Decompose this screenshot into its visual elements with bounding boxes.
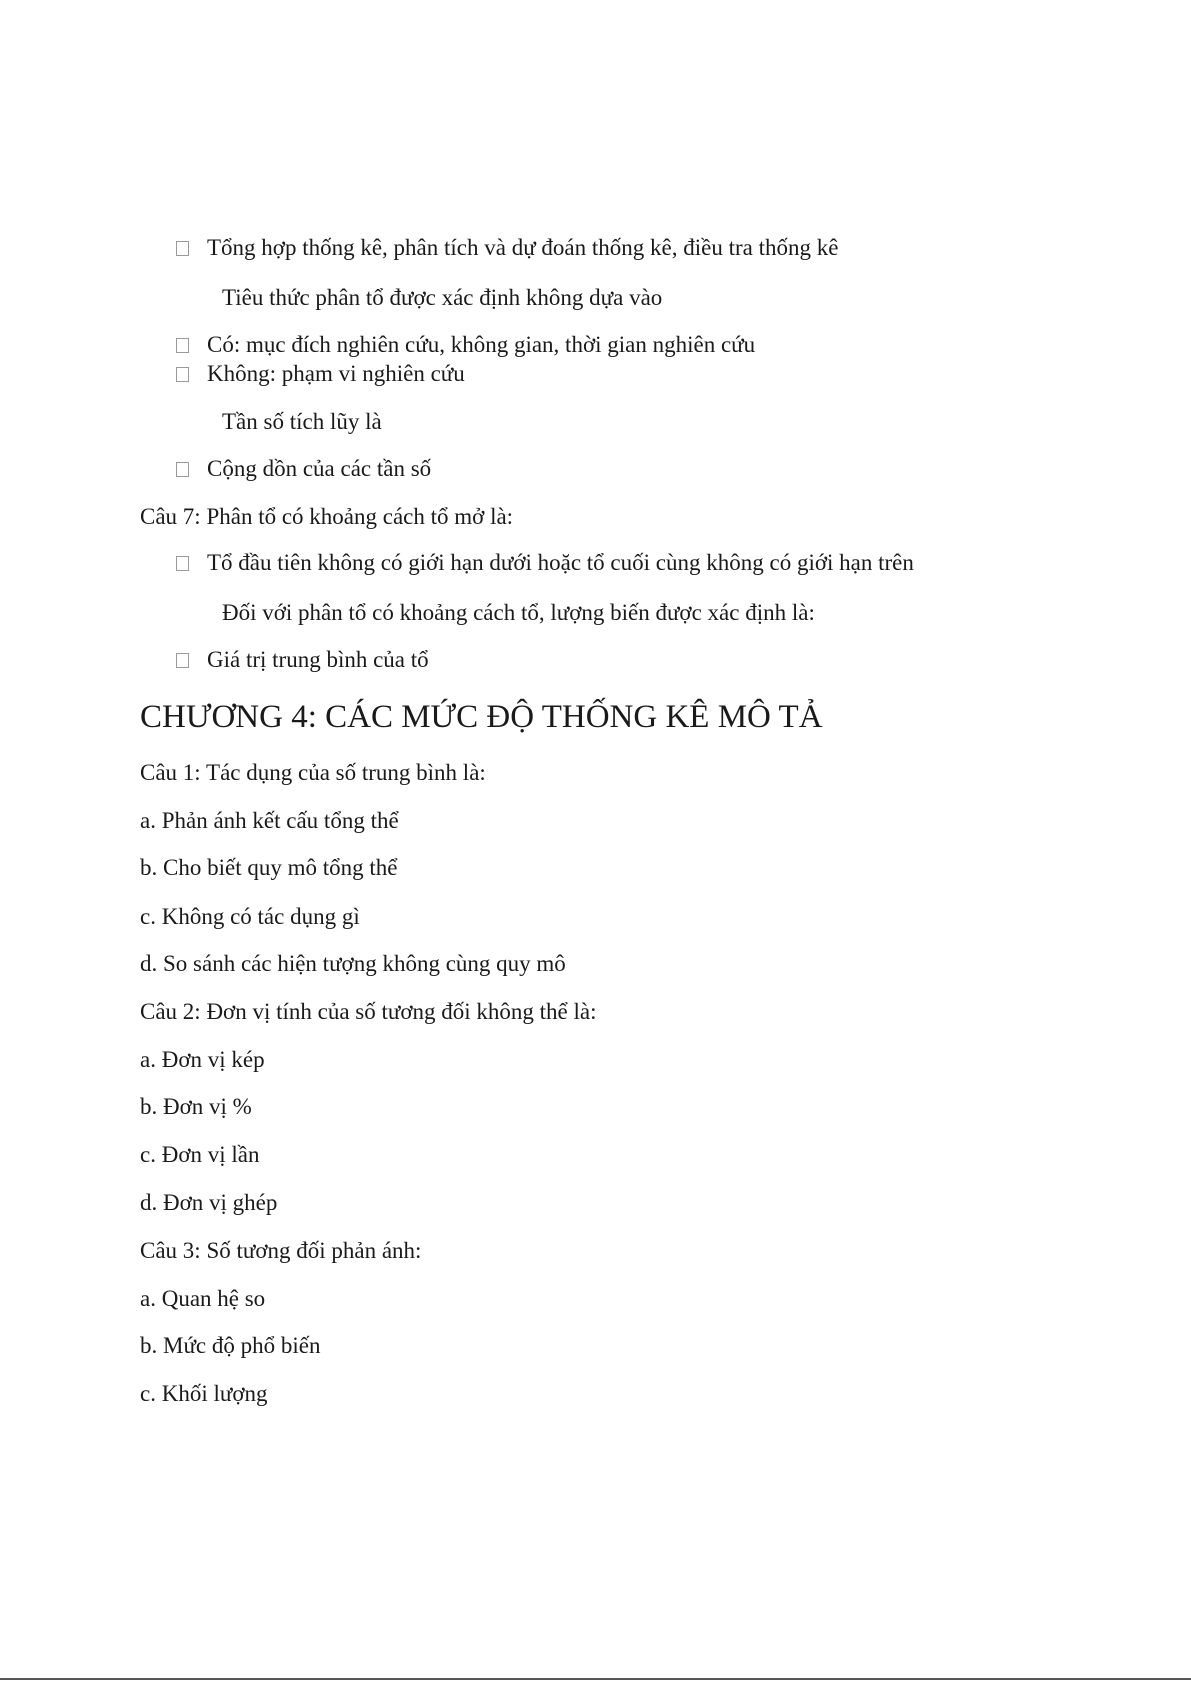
bullet-box-icon	[176, 462, 189, 477]
answer-option: a. Đơn vị kép	[140, 1047, 265, 1072]
indented-line: Đối với phân tổ có khoảng cách tổ, lượng biến được xác định là:	[222, 600, 815, 625]
bullet-text: Không: phạm vi nghiên cứu	[207, 361, 465, 386]
chapter-heading: CHƯƠNG 4: CÁC MỨC ĐỘ THỐNG KÊ MÔ TẢ	[140, 699, 823, 735]
bullet-box-icon	[176, 241, 189, 256]
question-line: Câu 7: Phân tổ có khoảng cách tổ mở là:	[140, 504, 514, 529]
bullet-box-icon	[176, 338, 189, 353]
question-line: Câu 1: Tác dụng của số trung bình là:	[140, 760, 486, 785]
answer-option: b. Mức độ phổ biến	[140, 1333, 321, 1358]
answer-option: c. Khối lượng	[140, 1381, 268, 1406]
answer-option: b. Cho biết quy mô tổng thể	[140, 855, 398, 880]
answer-option: d. Đơn vị ghép	[140, 1190, 278, 1215]
indented-line: Tần số tích lũy là	[222, 409, 382, 434]
answer-option: a. Quan hệ so	[140, 1286, 266, 1311]
bullet-text: Giá trị trung bình của tổ	[207, 647, 429, 672]
answer-option: b. Đơn vị %	[140, 1094, 252, 1119]
bullet-box-icon	[176, 367, 189, 382]
bullet-box-icon	[176, 653, 189, 668]
bullet-box-icon	[176, 556, 189, 571]
answer-option: c. Đơn vị lần	[140, 1142, 260, 1167]
bullet-text: Tổ đầu tiên không có giới hạn dưới hoặc tổ cuối cùng không có giới hạn trên	[207, 550, 914, 575]
question-line: Câu 2: Đơn vị tính của số tương đối không thể là:	[140, 999, 597, 1024]
bullet-text: Có: mục đích nghiên cứu, không gian, thời gian nghiên cứu	[207, 332, 756, 357]
bullet-text: Tổng hợp thống kê, phân tích và dự đoán thống kê, điều tra thống kê	[207, 235, 839, 260]
indented-line: Tiêu thức phân tổ được xác định không dựa vào	[222, 285, 663, 310]
page-bottom-rule	[0, 1678, 1191, 1680]
answer-option: a. Phản ánh kết cấu tổng thể	[140, 808, 399, 833]
bullet-text: Cộng dồn của các tần số	[207, 456, 432, 481]
answer-option: d. So sánh các hiện tượng không cùng quy mô	[140, 951, 566, 976]
question-line: Câu 3: Số tương đối phản ánh:	[140, 1238, 422, 1263]
answer-option: c. Không có tác dụng gì	[140, 904, 360, 929]
